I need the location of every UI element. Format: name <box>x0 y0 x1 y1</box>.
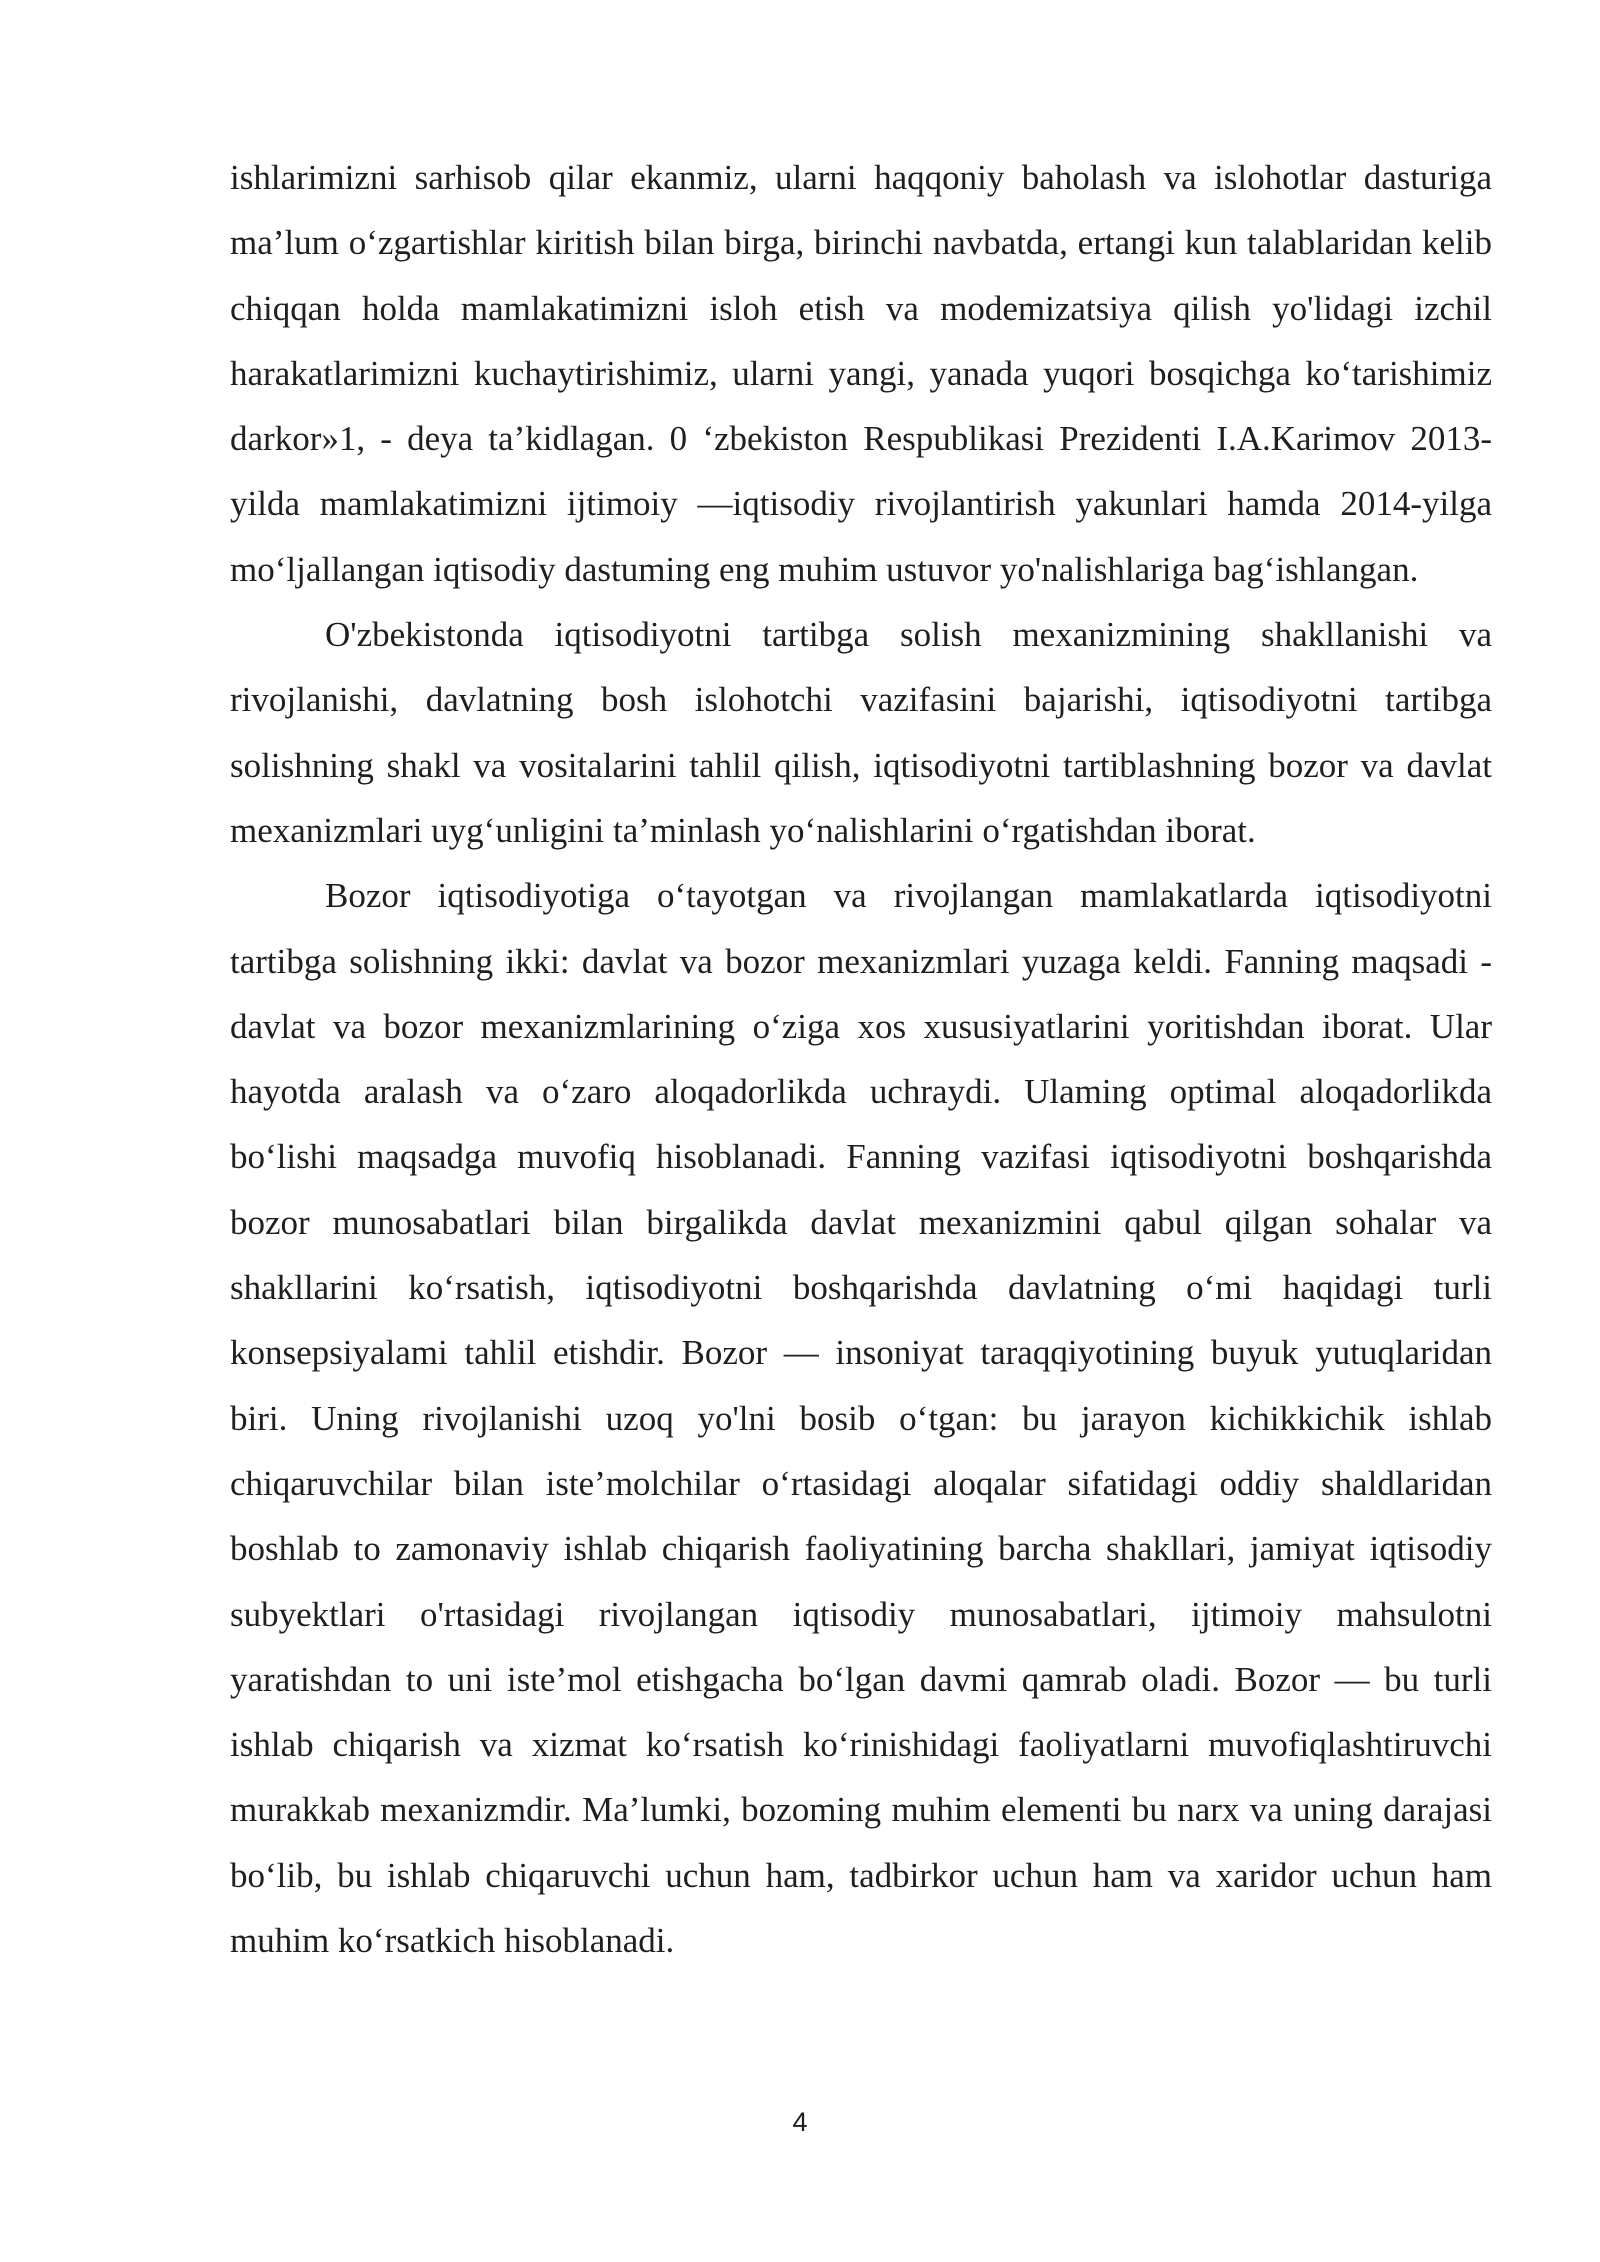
paragraph-3: Bozor iqtisodiyotiga o‘tayotgan va rivojlangan mamlakatlarda iqtisodiyotni tartibga solishning ikki: davlat va bozor mexanizmlari yuzaga keldi. Fanning maqsadi - davlat va bozor mexanizmlarining o‘ziga xos xususiyatlarini yoritishdan iborat. Ular hayotda aralash va o‘zaro aloqadorlikda uchraydi. Ulaming optimal aloqadorlikda bo‘lishi maqsadga muvofiq hisoblanadi. Fanning vazifasi iqtisodiyotni boshqarishda bozor munosabatlari bilan birgalikda davlat mexanizmini qabul qilgan sohalar va shakllarini ko‘rsatish, iqtisodiyotni boshqarishda davlatning o‘mi haqidagi turli konsepsiyalami tahlil etishdir. Bozor — insoniyat taraqqiyotining buyuk yutuqlaridan biri. Uning rivojlanishi uzoq yo'lni bosib o‘tgan: bu jarayon kichikkichik ishlab chiqaruvchilar bilan iste’molchilar o‘rtasidagi aloqalar sifatidagi oddiy shaldlaridan boshlab to zamonaviy ishlab chiqarish faoliyatining barcha shakllari, jamiyat iqtisodiy subyektlari o'rtasidagi rivojlangan iqtisodiy munosabatlari, ijtimoiy mahsulotni yaratishdan to uni iste’mol etishgacha bo‘lgan davmi qamrab oladi. Bozor — bu turli ishlab chiqarish va xizmat ko‘rsatish ko‘rinishidagi faoliyatlarni muvofiqlashtiruvchi murakkab mexanizmdir. Ma’lumki, bozoming muhim elementi bu narx va uning darajasi bo‘lib, bu ishlab chiqaruvchi uchun ham, tadbirkor uchun ham va xaridor uchun ham muhim ko‘rsatkich hisoblanadi. <box>230 876 1492 1961</box>
body-text <box>230 145 1492 1973</box>
paragraph-1: ishlarimizni sarhisob qilar ekanmiz, ularni haqqoniy baholash va islohotlar dasturiga ma’lum o‘zgartishlar kiritish bilan birga, birinchi navbatda, ertangi kun talablaridan kelib chiqqan holda mamlakatimizni isloh etish va modemizatsiya qilish yo'lidagi izchil harakatlarimizni kuchaytirishimiz, ularni yangi, yanada yuqori bosqichga ko‘tarishimiz darkor»1, - deya ta’kidlagan. 0 ‘zbekiston Respublikasi Prezidenti I.A.Karimov 2013-yilda mamlakatimizni ijtimoiy —iqtisodiy rivojlantirish yakunlari hamda 2014-yilga mo‘ljallangan iqtisodiy dastuming eng muhim ustuvor yo'nalishlariga bag‘ishlangan. <box>230 158 1492 589</box>
page-number: 4 <box>792 2107 808 2137</box>
paragraph-2: O'zbekistonda iqtisodiyotni tartibga solish mexanizmining shakllanishi va rivojlanishi, davlatning bosh islohotchi vazifasini bajarishi, iqtisodiyotni tartibga solishning shakl va vositalarini tahlil qilish, iqtisodiyotni tartiblashning bozor va davlat mexanizmlari uyg‘unligini ta’minlash yo‘nalishlarini o‘rgatishdan iborat. <box>230 615 1492 850</box>
